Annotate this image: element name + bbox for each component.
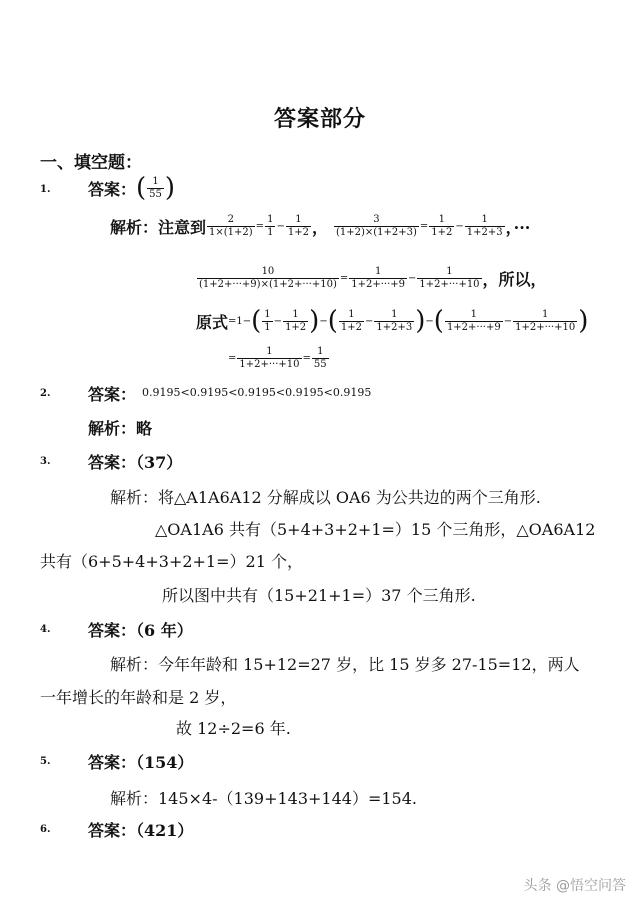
explanation-1-line2: $\frac{10}{(1+2+\cdot\cdot\cdot+9)\times(1+2+\cdot\cdot\cdot+10)}$ = $\frac{1}{1+2+\cdot\cdot\cdot+9}$ − $\frac{1}{1+2+\cdot\cdot\cdot+10}$ ，所以， (199, 266, 547, 290)
explanation-3-line3: 共有（6+5+4+3+2+1=）21 个， (40, 552, 303, 571)
explanation-1-line3: 原式 =1− ( 1 1 − $\frac{1}{1+2}$ ) − ( 1 1+2 − $\frac{1}{1+2+3}$ ) − ( 1 1+2+···+9 − $\frac{1}{1+2+\cdot\cdot\cdot+10}$ ) (196, 306, 589, 336)
page-title: 答案部分 (273, 106, 366, 132)
explanation-4-line3: 故 12÷2=6 年. (176, 719, 291, 738)
answer-1: 答案： ( 1 55 ) (88, 173, 176, 203)
explanation-3-line4: 所以图中共有（15+21+1=）37 个三角形. (162, 586, 476, 605)
item-number: 5. (40, 756, 51, 767)
section-heading: 一、填空题： (40, 153, 142, 173)
explanation-2: 解析：略 (88, 419, 153, 438)
explanation-5-line1: 解析：145×4-（139+143+144）=154. (110, 789, 417, 808)
item-number: 3. (40, 456, 51, 467)
answer-5: 答案：（154） (88, 753, 194, 772)
explanation-1-line1: 解析：注意到 $\frac{2}{1\times(1+2)}$ = $\frac{1}{1}$ − $\frac{1}{1+2}$ ， $\frac{3}{(1+2)\times(1+2+3)}$ = $\frac{1}{1+2}$ − $\frac{1}{1+2+3}$ ，··· (110, 214, 531, 238)
item-number: 2. (40, 388, 51, 399)
explanation-3-line2: △OA1A6 共有（5+4+3+2+1=）15 个三角形，△OA6A12 (155, 520, 596, 539)
explanation-4-line2: 一年增长的年龄和是 2 岁， (40, 688, 237, 707)
answer-value: 0.9195<0.9195<0.9195<0.9195<0.9195 (142, 386, 372, 399)
answer-3: 答案：（37） (88, 453, 183, 472)
watermark: 头条 @悟空问答 (523, 878, 626, 894)
answer-label: 答案： (88, 179, 137, 199)
fraction: 1 55 (149, 176, 162, 200)
item-number: 4. (40, 624, 51, 635)
explanation-4-line1: 解析：今年年龄和 15+12=27 岁，比 15 岁多 27-15=12，两人 (110, 655, 580, 674)
answer-4: 答案：（6 年） (88, 621, 193, 640)
answer-6: 答案：（421） (88, 821, 194, 840)
explanation-3-line1: 解析：将△A1A6A12 分解成以 OA6 为公共边的两个三角形. (110, 488, 541, 507)
answer-label: 答案： (88, 385, 137, 404)
item-number: 6. (40, 824, 51, 835)
explanation-1-line4: = $\frac{1}{1+2+\cdot\cdot\cdot+10}$ = $\frac{1}{55}$ (228, 346, 327, 370)
item-number: 1. (40, 184, 51, 195)
